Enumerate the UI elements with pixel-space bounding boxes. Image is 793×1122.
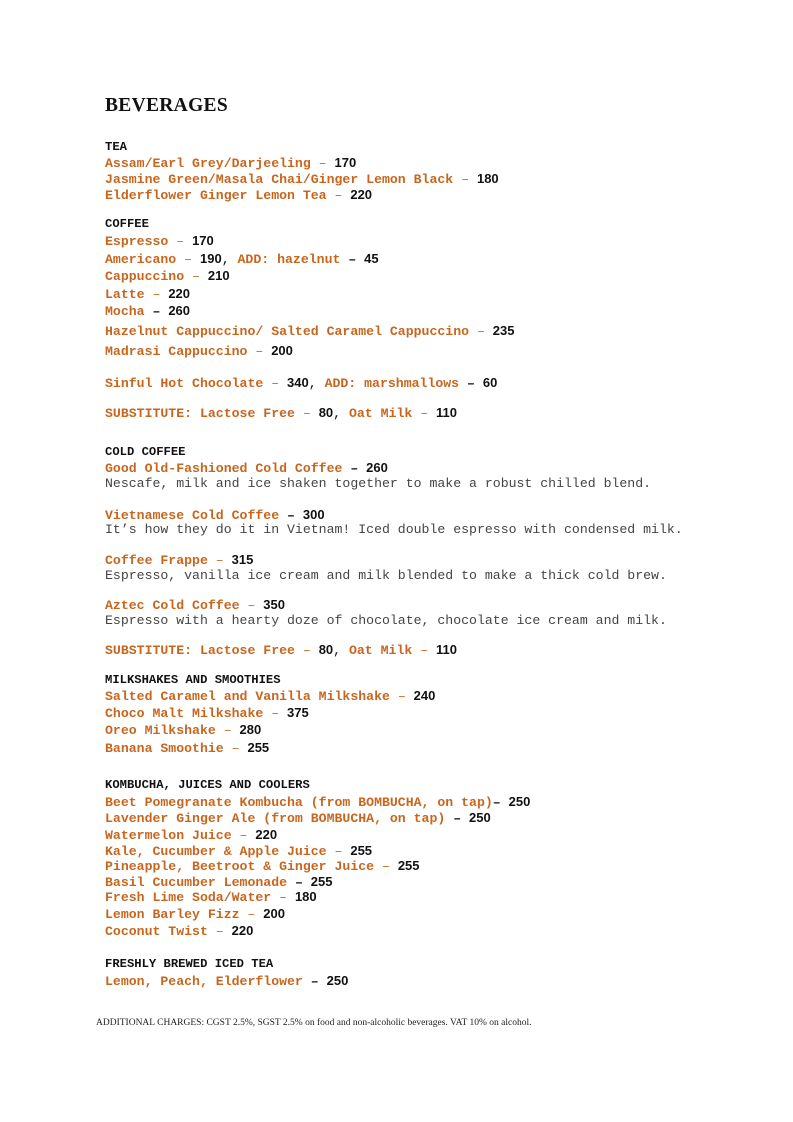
menu-item: Basil Cucumber Lemonade – 255	[105, 874, 333, 890]
menu-item: Salted Caramel and Vanilla Milkshake – 240	[105, 688, 436, 704]
menu-item: Elderflower Ginger Lemon Tea – 220	[105, 187, 373, 203]
section-heading-tea: TEA	[105, 140, 127, 154]
item-description: Espresso, vanilla ice cream and milk blended to make a thick cold brew.	[105, 568, 667, 583]
item-description: It’s how they do it in Vietnam! Iced double espresso with condensed milk.	[105, 522, 683, 537]
substitute-line: SUBSTITUTE: Lactose Free – 80, Oat Milk – 110	[105, 405, 458, 421]
menu-item: Fresh Lime Soda/Water – 180	[105, 889, 317, 905]
item-description: Nescafe, milk and ice shaken together to make a robust chilled blend.	[105, 476, 652, 491]
menu-item: Madrasi Cappuccino – 200	[105, 343, 293, 359]
menu-item: Banana Smoothie – 255	[105, 740, 270, 756]
menu-item: Lavender Ginger Ale (from BOMBUCHA, on tap) – 250	[105, 810, 491, 826]
menu-item: Pineapple, Beetroot & Ginger Juice – 255	[105, 858, 420, 874]
menu-item: Beet Pomegranate Kombucha (from BOMBUCHA, on tap)– 250	[105, 794, 531, 810]
menu-item: Vietnamese Cold Coffee – 300	[105, 507, 325, 523]
menu-item: Espresso – 170	[105, 233, 214, 249]
menu-item: Lemon Barley Fizz – 200	[105, 906, 285, 922]
menu-item: Choco Malt Milkshake – 375	[105, 705, 309, 721]
section-heading-kombucha: KOMBUCHA, JUICES AND COOLERS	[105, 778, 310, 792]
section-heading-milkshakes: MILKSHAKES AND SMOOTHIES	[105, 673, 281, 687]
menu-item: Americano – 190, ADD: hazelnut – 45	[105, 251, 379, 267]
menu-item: Oreo Milkshake – 280	[105, 722, 262, 738]
menu-item: Kale, Cucumber & Apple Juice – 255	[105, 843, 373, 859]
menu-item: Aztec Cold Coffee – 350	[105, 597, 285, 613]
section-heading-coffee: COFFEE	[105, 217, 149, 231]
menu-item: Lemon, Peach, Elderflower – 250	[105, 973, 349, 989]
menu-item: Jasmine Green/Masala Chai/Ginger Lemon Black – 180	[105, 171, 499, 187]
menu-item: Hazelnut Cappuccino/ Salted Caramel Cappuccino – 235	[105, 323, 515, 339]
substitute-line: SUBSTITUTE: Lactose Free – 80, Oat Milk – 110	[105, 642, 458, 658]
menu-item: Watermelon Juice – 220	[105, 827, 278, 843]
menu-item: Mocha – 260	[105, 303, 191, 319]
menu-item: Latte – 220	[105, 286, 191, 302]
item-description: Espresso with a hearty doze of chocolate, chocolate ice cream and milk.	[105, 613, 667, 628]
menu-item: Coffee Frappe – 315	[105, 552, 254, 568]
menu-item: Good Old-Fashioned Cold Coffee – 260	[105, 460, 388, 476]
menu-item: Assam/Earl Grey/Darjeeling – 170	[105, 155, 357, 171]
menu-item: Coconut Twist – 220	[105, 923, 254, 939]
menu-item: Cappuccino – 210	[105, 268, 230, 284]
page-title: BEVERAGES	[105, 95, 228, 116]
additional-charges-note: ADDITIONAL CHARGES: CGST 2.5%, SGST 2.5% on food and non-alcoholic beverages. VAT 10% on alcohol.	[96, 1018, 532, 1028]
menu-item: Sinful Hot Chocolate – 340, ADD: marshmallows – 60	[105, 375, 498, 391]
section-heading-iced-tea: FRESHLY BREWED ICED TEA	[105, 957, 274, 971]
section-heading-cold-coffee: COLD COFFEE	[105, 445, 186, 459]
